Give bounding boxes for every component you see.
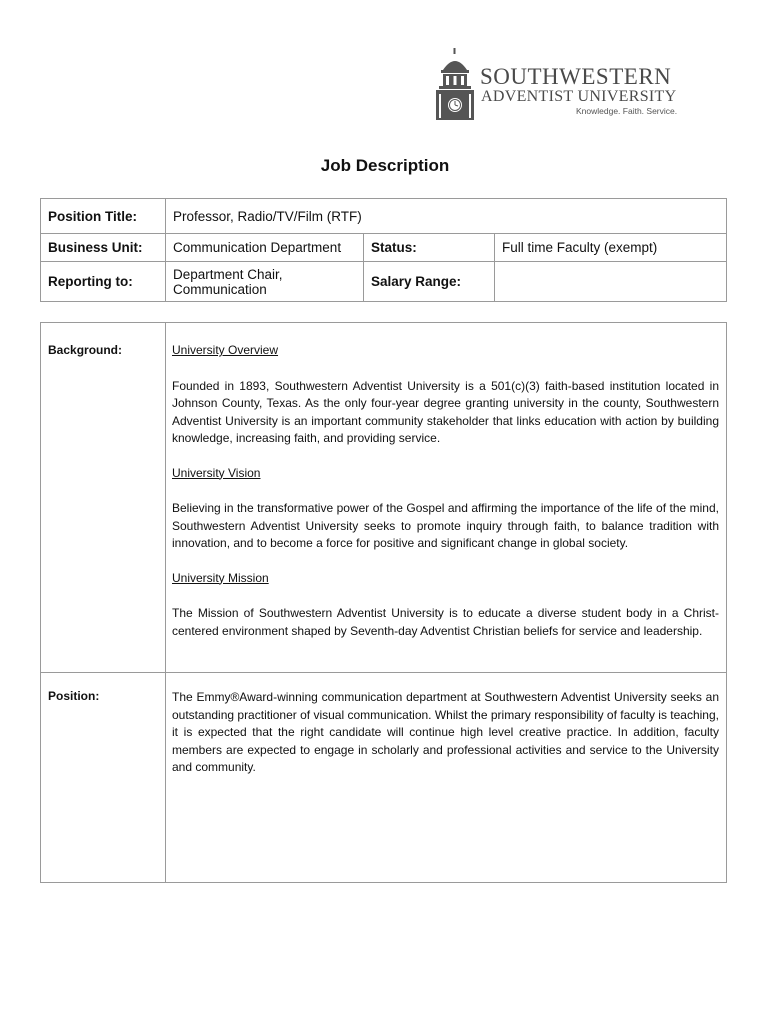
page-title: Job Description — [320, 156, 450, 175]
vision-text: Believing in the transformative power of the Gospel and affirming the importance of the life of the mind, Southwestern Adventist University seeks to promote inquiry through faith, to balance tradition with innovation, and to become a force for positive and significant change in global society. — [172, 501, 719, 550]
logo-line2: ADVENTIST UNIVERSITY — [481, 88, 677, 105]
mission-text: The Mission of Southwestern Adventist University is to educate a diverse student body in a Christ-centered environment shaped by Seventh-day Adventist Christian beliefs for service and leadership. — [172, 606, 719, 638]
status-label: Status: — [364, 234, 495, 262]
salary-value — [495, 262, 727, 302]
job-info-table — [40, 198, 727, 302]
reporting-label: Reporting to: — [41, 262, 166, 302]
table-row — [41, 673, 727, 883]
position-content — [166, 673, 727, 883]
vision-heading: University Vision — [172, 465, 261, 480]
logo-line1: SOUTHWESTERN — [480, 64, 672, 89]
reporting-value: Department Chair, Communication — [166, 262, 364, 302]
position-title-value: Professor, Radio/TV/Film (RTF) — [166, 199, 727, 234]
logo-tagline: Knowledge. Faith. Service. — [576, 106, 678, 116]
clock-tower-icon — [434, 48, 476, 120]
position-title-label: Position Title: — [41, 199, 166, 234]
job-details-table — [40, 322, 727, 883]
position-label: Position: — [41, 673, 166, 883]
business-unit-label: Business Unit: — [41, 234, 166, 262]
status-value: Full time Faculty (exempt) — [495, 234, 727, 262]
mission-heading: University Mission — [172, 570, 269, 585]
business-unit-value: Communication Department — [166, 234, 364, 262]
table-row — [41, 262, 727, 302]
background-label: Background: — [41, 323, 166, 673]
overview-heading: University Overview — [172, 343, 279, 357]
background-content — [166, 323, 727, 673]
table-row — [41, 234, 727, 262]
university-logo — [434, 48, 684, 120]
table-row — [41, 323, 727, 673]
position-text: The Emmy®Award-winning communication department at Southwestern Adventist University seeks an outstanding practitioner of visual communication. Whilst the primary responsibility of faculty is teaching, it is expected that the right candidate will continue high level creative practice. In addition, faculty members are expected to engage in scholarly and professional activities and service to the University and community. — [172, 690, 719, 774]
table-row — [41, 199, 727, 234]
salary-label: Salary Range: — [364, 262, 495, 302]
overview-text: Founded in 1893, Southwestern Adventist University is a 501(c)(3) faith-based institution located in Johnson County, Texas. As the only four-year degree granting university in the county, Southwestern Adventist University is an important community stakeholder that links education with action by building knowledge, increasing faith, and providing service. — [172, 378, 719, 445]
